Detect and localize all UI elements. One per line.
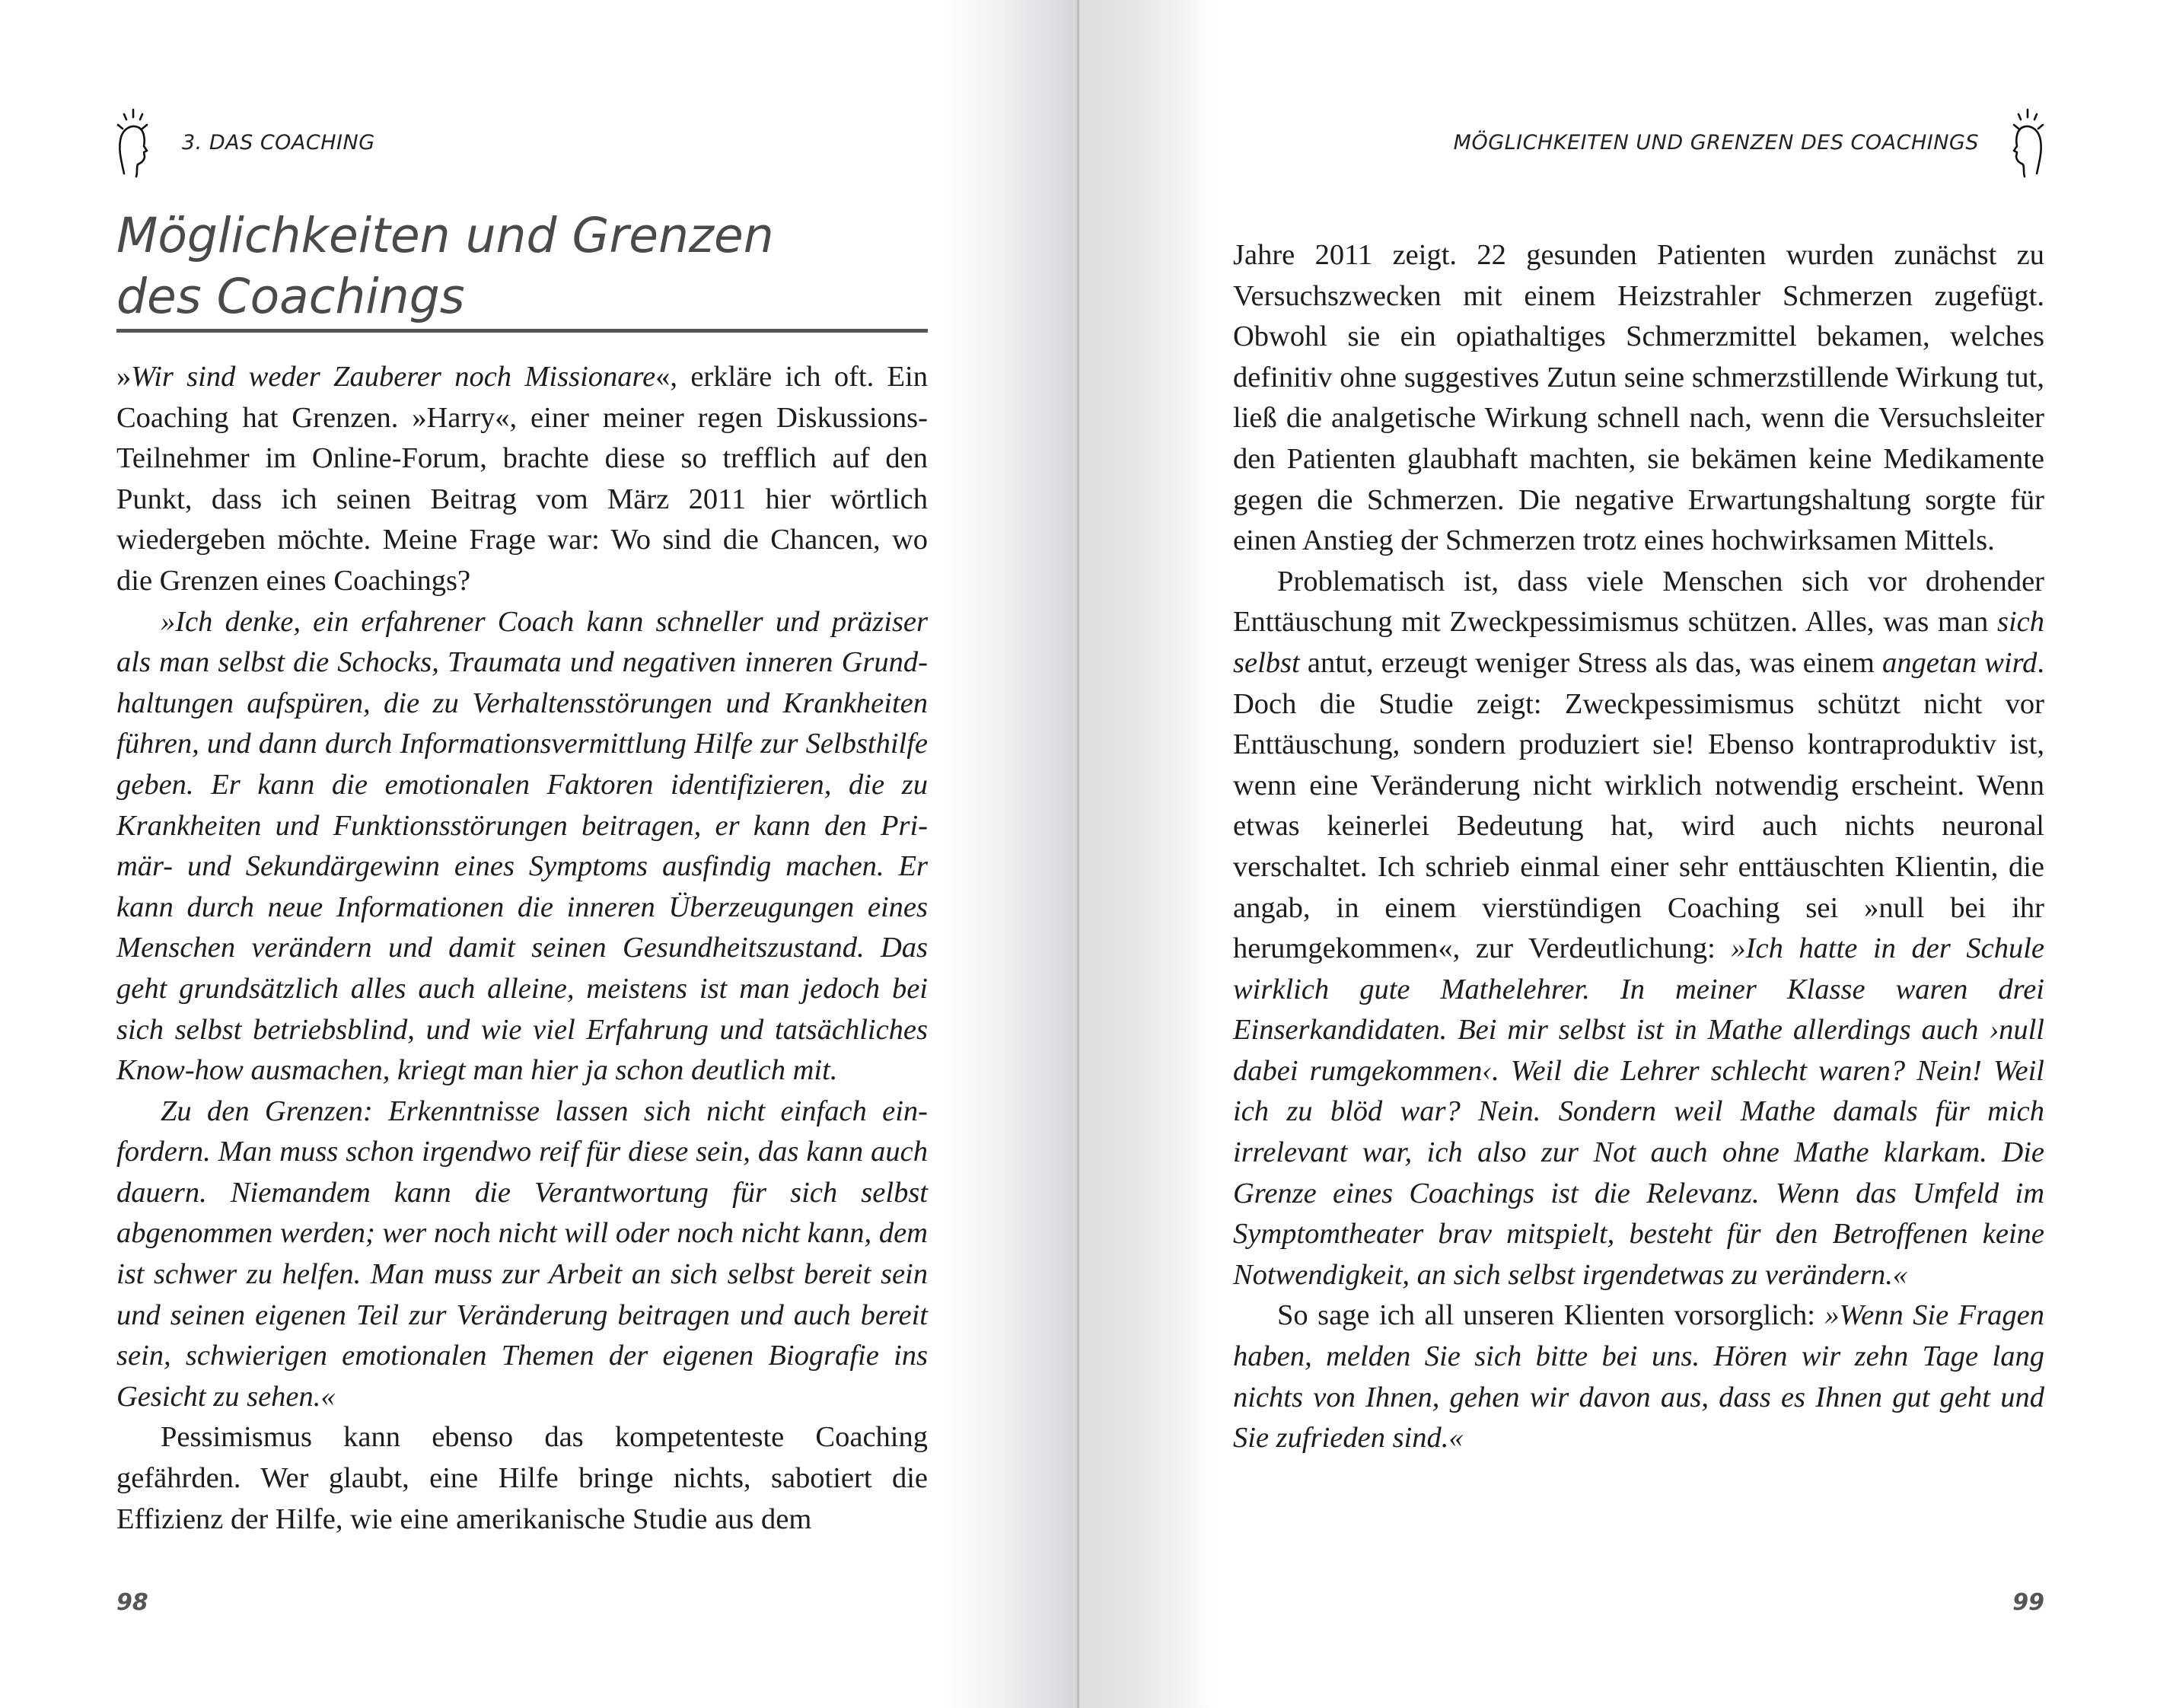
italic-text-run: »Ich hatte in der Schule wirklich gute Mathelehrer. In meiner Klasse waren drei Einserkandidaten. Bei mir selbst ist in Mathe allerdings auch ›null dabei rumgekommen‹. Weil die Lehrer schlecht waren? Nein! Weil ich zu blöd war? Nein. Sondern weil Mathe damals für mich irrelevant war, ich also zur Not auch ohne Mathe klarkam. Die Grenze eines Coachings ist die Relevanz. Wenn das Umfeld im Symptomtheater brav mitspielt, besteht für den Betroffenen keine Notwendigkeit, an sich selbst irgendetwas zu verändern.« <box>1233 932 2044 1291</box>
running-head-text: 3. DAS COACHING <box>182 131 375 155</box>
body-text-right <box>1233 235 2044 1459</box>
running-head-right <box>1454 107 2044 179</box>
title-underline-rule <box>116 329 928 333</box>
body-text-left <box>116 357 928 1540</box>
italic-text-run: angetan wird <box>1881 646 2038 679</box>
right-page <box>1233 0 2044 1708</box>
chapter-title <box>116 206 928 327</box>
italic-text-run: »Wenn Sie Fragen haben, melden Sie sich bitte bei uns. Hören wir zehn Tage lang nichts von Ihnen, gehen wir davon aus, dass es Ihnen gut geht und Sie zufrieden sind.« <box>1233 1299 2044 1455</box>
chapter-title-line-2: des Coachings <box>116 269 465 324</box>
text-run: Jahre 2011 zeigt. 22 gesunden Patienten wurden zunächst zu Versuchszwecken mit einem Heizstrahler Schmerzen zugefügt. Obwohl sie ein opiathaltiges Schmerzmittel bekamen, welches definitiv ohne suggestives Zutun seine schmerzstillende Wirkung tut, ließ die analgetische Wirkung schnell nach, wenn die Versuchsleiter den Patienten glaubhaft machten, sie bekämen keine Medikamente gegen die Schmerzen. Die negative Erwartungshaltung sorgte für einen Anstieg der Schmerzen trotz eines hochwirksamen Mittels. <box>1233 239 2044 557</box>
text-run: Pessimismus kann ebenso das kompetenteste Coaching gefährden. Wer glaubt, eine Hilfe bringe nichts, sabotiert die Effizienz der Hilfe, wie eine amerikanische Studie aus dem <box>116 1421 928 1535</box>
paragraph <box>116 1091 928 1418</box>
text-run: » <box>116 361 132 393</box>
text-run: antut, erzeugt weniger Stress als das, was einem <box>1299 646 1882 679</box>
text-run: «, erkläre ich oft. Ein Coaching hat Grenzen. »Harry«, einer meiner regen Diskussions-Teilnehmer im Online-Forum, brachte diese so trefflich auf den Punkt, dass ich seinen Beitrag vom März 2011 hier wörtlich wiedergeben möchte. Meine Frage war: Wo sind die Chancen, wo die Grenzen eines Coachings? <box>116 361 928 597</box>
page-number-right: 99 <box>2012 1589 2044 1616</box>
left-page <box>116 0 928 1708</box>
italic-text-run: Wir sind weder Zauberer noch Missionare <box>131 361 656 393</box>
text-run: . Doch die Studie zeigt: Zweckpessimismus schützt nicht vor Enttäuschung, sondern produziert sie! Ebenso kontraproduktiv ist, wenn eine Veränderung nicht wirklich notwendig erscheint. Wenn etwas keinerlei Bedeutung hat, wird auch nichts neuronal verschaltet. Ich schrieb einmal einer sehr enttäuschten Klientin, die angab, in einem vierstündigen Coaching sei »null bei ihr herumgekommen«, zur Verdeutlichung: <box>1233 646 2045 965</box>
gutter-shadow-left <box>944 0 1078 1708</box>
running-head-left <box>116 107 375 179</box>
gutter-shadow-right <box>1079 0 1216 1708</box>
italic-text-run: sich selbst <box>1233 606 2044 679</box>
italic-text-run: »Ich denke, ein erfahrener Coach kann schneller und präziser als man selbst die Schocks, Traumata und negativen inneren Grundhaltungen aufspüren, die zu Verhaltensstörungen und Krankheiten führen, und dann durch Informationsvermittlung Hilfe zur Selbsthilfe geben. Er kann die emotionalen Faktoren identifizieren, die zu Krankheiten und Funktionsstörungen beitragen, er kann den Primär- und Sekundärgewinn eines Symptoms ausfindig machen. Er kann durch neue Informationen die inneren Überzeugungen eines Menschen verändern und damit seinen Gesundheitszustand. Das geht grundsätzlich alles auch alleine, meistens ist man jedoch bei sich selbst betriebsblind, und wie viel Erfahrung und tatsächliches Know-how ausmachen, kriegt man hier ja schon deutlich mit. <box>116 605 928 1087</box>
paragraph <box>116 1417 928 1540</box>
text-run: Problematisch ist, dass viele Menschen sich vor drohender Enttäuschung mit Zweckpessimismus schützen. Alles, was man <box>1233 565 2044 639</box>
paragraph <box>116 602 928 1091</box>
paragraph <box>1233 1295 2044 1458</box>
text-run: So sage ich all unseren Klienten vorsorglich: <box>1277 1299 1825 1332</box>
paragraph <box>1233 562 2044 1296</box>
page-number-left: 98 <box>116 1589 148 1616</box>
chapter-title-line-1: Möglichkeiten und Grenzen <box>116 208 774 263</box>
running-head-text: MÖGLICHKEITEN UND GRENZEN DES COACHINGS <box>1453 131 1979 155</box>
paragraph <box>116 357 928 602</box>
thinking-head-icon <box>1990 107 2044 179</box>
italic-text-run: Zu den Grenzen: Erkenntnisse lassen sich nicht einfach einfordern. Man muss schon irgendwo reif für diese sein, das kann auch dauern. Niemandem kann die Verantwortung für sich selbst abgenommen werden; wer noch nicht will oder noch nicht kann, dem ist schwer zu helfen. Man muss zur Arbeit an sich selbst bereit sein und seinen eigenen Teil zur Veränderung beitragen und auch bereit sein, schwierigen emotionalen Themen der eigenen Biografie ins Gesicht zu sehen.« <box>116 1095 928 1413</box>
thinking-head-icon <box>116 107 171 179</box>
paragraph <box>1233 235 2044 562</box>
